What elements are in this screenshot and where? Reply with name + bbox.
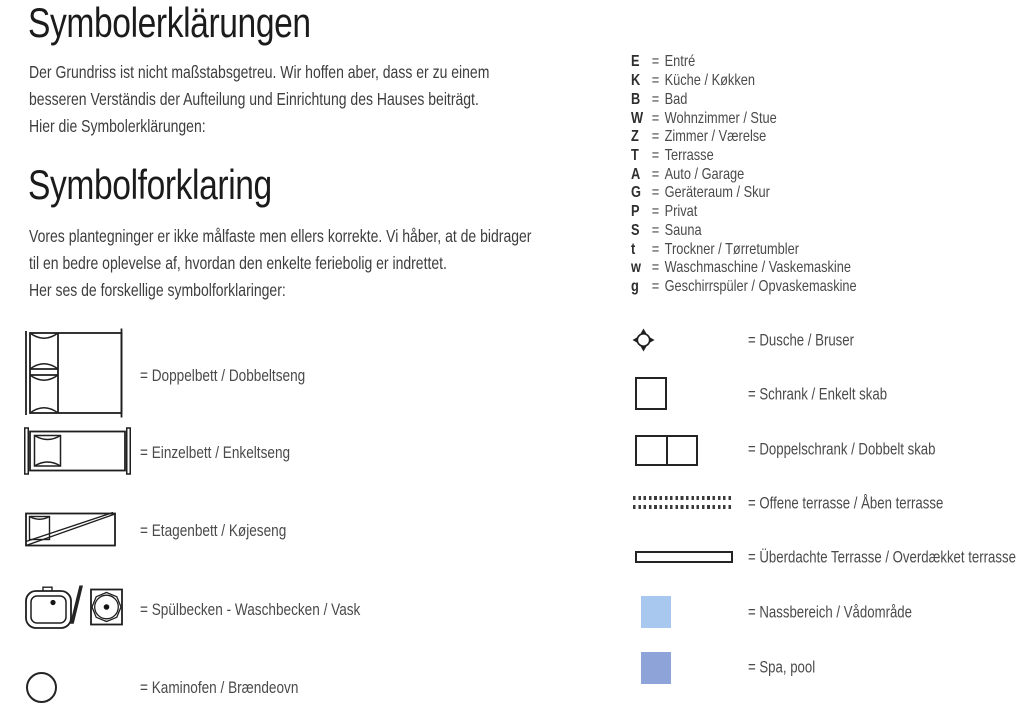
symbol-label: = Doppelbett / Dobbeltseng xyxy=(140,366,306,385)
room-code-letter: A xyxy=(631,165,641,183)
intro-german-line: besseren Verständis der Aufteilung und Einrichtung des Hauses beiträgt. xyxy=(29,89,479,109)
wet-area-swatch xyxy=(641,596,671,628)
room-code-letter: T xyxy=(631,146,639,164)
equals-sign: = xyxy=(651,184,660,202)
room-code-row xyxy=(631,128,857,147)
room-code-text: Wohnzimmer / Stue xyxy=(664,109,777,127)
room-code-text: Waschmaschine / Vaskemaskine xyxy=(664,259,851,277)
room-code-row xyxy=(631,221,857,240)
heading-danish: Symbolforklaring xyxy=(28,161,272,208)
intro-danish xyxy=(29,223,531,304)
room-code-text: Terrasse xyxy=(664,146,714,164)
open-terrace-icon xyxy=(633,496,733,509)
room-code-letter: S xyxy=(631,221,640,239)
equals-sign: = xyxy=(651,277,660,295)
double-cabinet-icon xyxy=(635,435,698,466)
symbol-label: = Dusche / Bruser xyxy=(748,331,855,350)
room-code-letter: w xyxy=(631,259,641,277)
symbol-label: = Spa, pool xyxy=(748,658,816,677)
intro-danish-line: til en bedre oplevelse af, hvordan den enkelte feriebolig er indrettet. xyxy=(29,253,447,273)
single-cabinet-icon xyxy=(635,377,667,410)
symbol-label: = Etagenbett / Køjeseng xyxy=(140,521,287,540)
room-code-row xyxy=(631,278,857,297)
room-code-text: Bad xyxy=(664,90,688,108)
symbol-label: = Schrank / Enkelt skab xyxy=(748,385,888,404)
intro-german-line: Der Grundriss ist nicht maßstabsgetreu. Wir hoffen aber, dass er zu einem xyxy=(29,62,490,82)
equals-sign: = xyxy=(651,53,660,71)
equals-sign: = xyxy=(651,259,660,277)
room-code-letter: t xyxy=(631,240,636,258)
symbol-label: = Doppelschrank / Dobbelt skab xyxy=(748,440,936,459)
equals-sign: = xyxy=(651,72,660,90)
room-code-text: Sauna xyxy=(664,221,702,239)
room-code-letter: B xyxy=(631,90,641,108)
equals-sign: = xyxy=(651,165,660,183)
room-code-letter: Z xyxy=(631,128,639,146)
heading-german: Symbolerklärungen xyxy=(28,0,311,46)
room-code-text: Auto / Garage xyxy=(664,165,745,183)
room-code-row xyxy=(631,165,857,184)
room-code-row xyxy=(631,53,857,72)
dotted-line xyxy=(633,505,733,509)
equals-sign: = xyxy=(651,221,660,239)
room-code-text: Küche / Køkken xyxy=(664,72,755,90)
symbol-label: = Überdachte Terrasse / Overdækket terrasse xyxy=(748,548,1016,567)
room-code-row xyxy=(631,240,857,259)
symbol-label: = Einzelbett / Enkeltseng xyxy=(140,443,291,462)
equals-sign: = xyxy=(651,146,660,164)
washbasin-icon xyxy=(90,588,123,626)
covered-terrace-icon xyxy=(635,551,733,563)
room-code-letter: g xyxy=(631,277,639,295)
room-code-text: Privat xyxy=(664,203,698,221)
equals-sign: = xyxy=(651,90,660,108)
spa-pool-swatch xyxy=(641,652,671,684)
room-code-letter: W xyxy=(631,109,644,127)
room-code-letter: K xyxy=(631,72,641,90)
room-code-row xyxy=(631,203,857,222)
double-bed-icon xyxy=(24,328,128,418)
equals-sign: = xyxy=(651,128,660,146)
cabinet-divider xyxy=(666,437,668,464)
room-code-text: Geschirrspüler / Opvaskemaskine xyxy=(664,277,857,295)
bunk-bed-icon xyxy=(25,512,116,547)
symbol-label: = Offene terrasse / Åben terrasse xyxy=(748,494,944,513)
symbol-label: = Kaminofen / Brændeovn xyxy=(140,678,299,697)
room-code-text: Trockner / Tørretumbler xyxy=(664,240,800,258)
room-code-letter: P xyxy=(631,203,640,221)
shower-icon xyxy=(632,328,655,352)
equals-sign: = xyxy=(651,109,660,127)
room-code-text: Geräteraum / Skur xyxy=(664,184,770,202)
intro-german-line: Hier die Symbolerklärungen: xyxy=(29,116,206,136)
room-code-row xyxy=(631,184,857,203)
room-code-letter: G xyxy=(631,184,641,202)
kitchen-sink-icon xyxy=(25,586,72,629)
equals-sign: = xyxy=(651,240,660,258)
room-code-row xyxy=(631,90,857,109)
room-code-row xyxy=(631,109,857,128)
equals-sign: = xyxy=(651,203,660,221)
single-bed-icon xyxy=(24,427,131,475)
symbol-label: = Spülbecken - Waschbecken / Vask xyxy=(140,600,361,619)
room-code-row xyxy=(631,72,857,91)
room-code-legend xyxy=(631,53,857,296)
room-code-row xyxy=(631,259,857,278)
room-code-letter: E xyxy=(631,53,640,71)
intro-danish-line: Her ses de forskellige symbolforklaringer: xyxy=(29,280,286,300)
symbol-label: = Nassbereich / Vådområde xyxy=(748,603,912,622)
intro-german xyxy=(29,59,489,140)
room-code-text: Zimmer / Værelse xyxy=(664,128,767,146)
dotted-line xyxy=(633,496,733,500)
wood-stove-icon xyxy=(26,672,57,703)
room-code-text: Entré xyxy=(664,53,696,71)
room-code-row xyxy=(631,147,857,166)
intro-danish-line: Vores plantegninger er ikke målfaste men ellers korrekte. Vi håber, at de bidrager xyxy=(29,226,532,246)
slash-separator: / xyxy=(70,577,84,635)
